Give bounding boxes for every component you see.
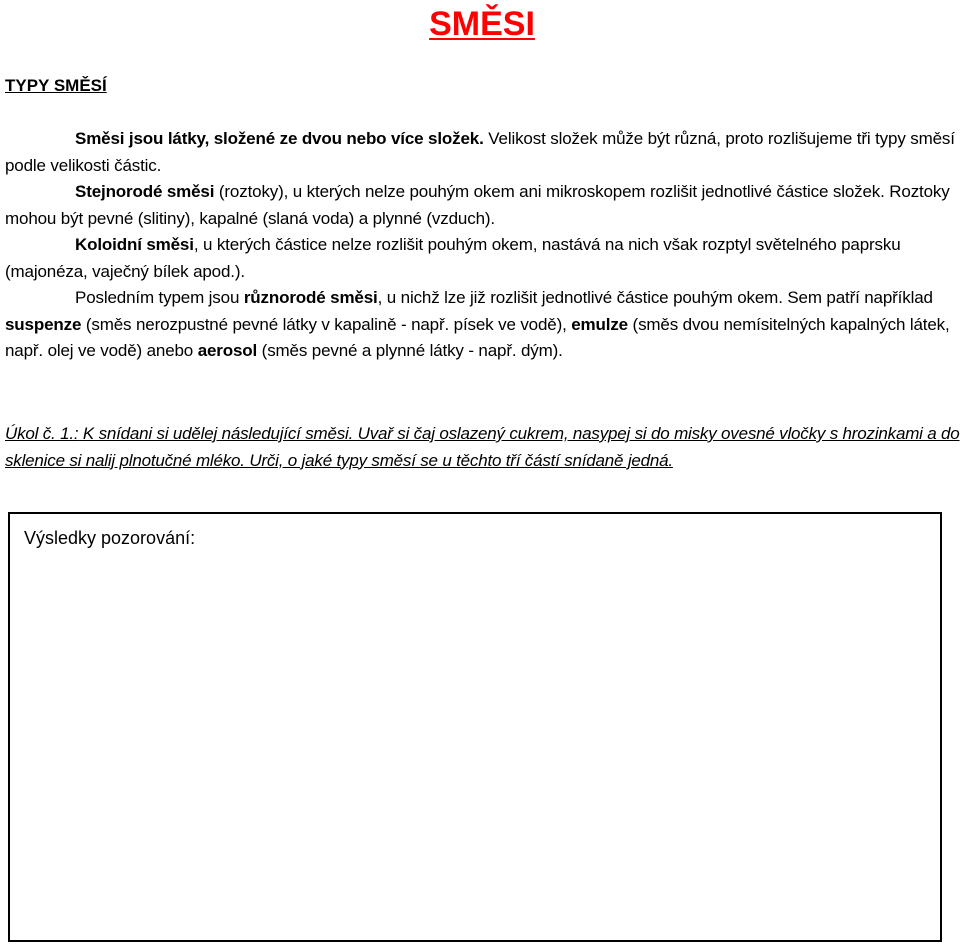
paragraph-homogeneous xyxy=(5,179,960,232)
paragraph-bold-text: různorodé směsi xyxy=(243,288,378,307)
paragraph-text: , u nichž lze již rozlišit jednotlivé částice pouhým okem. Sem patří například xyxy=(377,288,933,307)
paragraph-text: (směs nerozpustné pevné látky v kapalině - např. písek ve vodě), xyxy=(81,314,572,334)
paragraph-bold-text: Směsi jsou látky, složené ze dvou nebo více složek. xyxy=(75,129,484,148)
task-instructions xyxy=(5,421,960,474)
paragraph-heterogeneous xyxy=(5,285,960,365)
paragraph-bold-text: emulze xyxy=(571,314,628,334)
paragraph-bold-text: Stejnorodé směsi xyxy=(75,182,215,201)
paragraph-text: (roztoky), u kterých nelze pouhým okem ani mikroskopem rozlišit jednotlivé částice složek. Roztoky mohou být pevné (slitiny), kapalné (slaná voda) a plynné (vzduch). xyxy=(5,182,950,228)
paragraph-text: Posledním typem jsou xyxy=(75,288,244,307)
paragraph-bold-text: suspenze xyxy=(5,314,82,334)
section-heading: TYPY SMĚSÍ xyxy=(5,76,107,95)
paragraph-text: , u kterých částice nelze rozlišit pouhým okem, nastává na nich však rozptyl světelného paprsku (majonéza, vaječný bílek apod.). xyxy=(5,235,901,281)
paragraph-text: (směs pevné a plynné látky - např. dým). xyxy=(257,341,563,360)
paragraph-colloidal xyxy=(5,232,960,285)
paragraph-text: (směs dvou nemísitelných kapalných látek, např. olej ve vodě) anebo xyxy=(5,314,950,360)
results-box[interactable] xyxy=(8,512,942,942)
paragraph-text: Velikost složek může být různá, proto rozlišujeme tři typy směsí podle velikosti částic. xyxy=(5,129,955,175)
paragraph-bold-text: Koloidní směsi xyxy=(75,235,194,254)
paragraph-bold-text: aerosol xyxy=(197,341,258,360)
task-text: K snídani si udělej následující směsi. Uvař si čaj oslazený cukrem, nasypej si do misky ovesné vločky s hrozinkami a do sklenice si nalij plnotučné mléko. Urči, o jaké typy směsí se u těchto tří částí snídaně jedná. xyxy=(5,424,960,470)
results-label: Výsledky pozorování: xyxy=(24,528,196,548)
paragraph-mixtures-intro xyxy=(5,126,960,179)
task-label: Úkol č. 1.: xyxy=(5,424,79,443)
body-text xyxy=(5,126,960,365)
page-title: SMĚSI xyxy=(429,5,535,43)
